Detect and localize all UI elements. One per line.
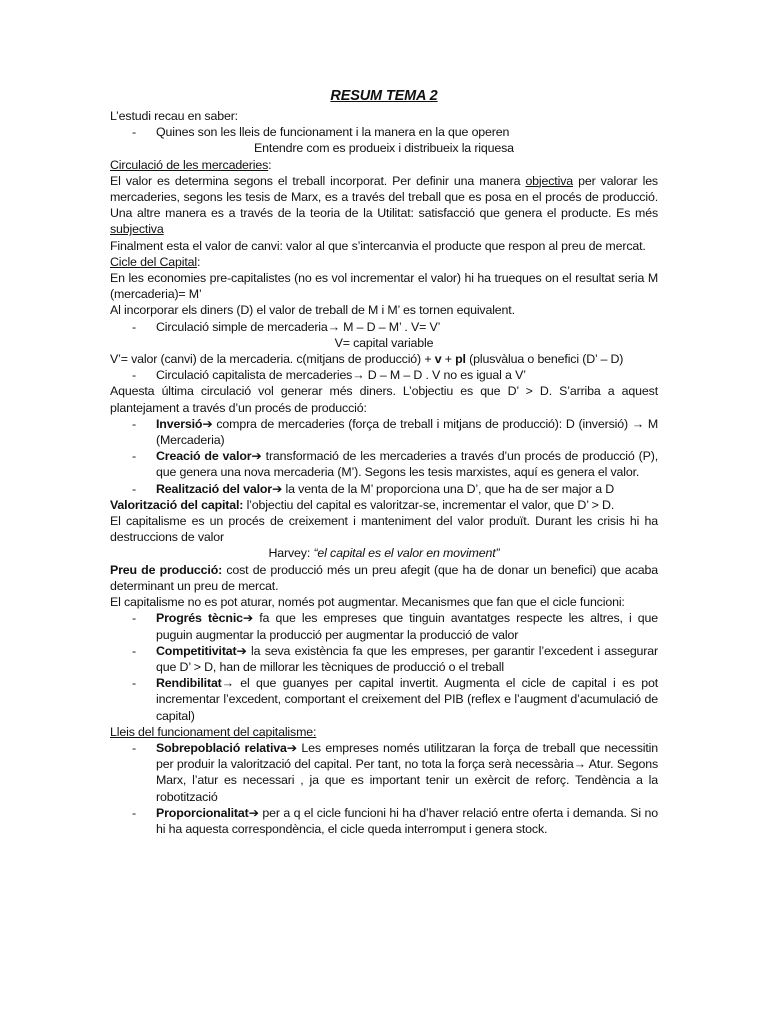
list-item xyxy=(110,481,658,497)
list-dash: - xyxy=(132,676,136,691)
quote-author: Harvey: xyxy=(268,546,314,561)
list-item xyxy=(110,643,658,675)
list-item xyxy=(110,416,658,448)
paragraph-text: V’= valor (canvi) de la mercaderia. c(mitjans de producció) + xyxy=(110,352,435,367)
list-dash: - xyxy=(132,611,136,626)
bold-term: Realització del valor➔ xyxy=(156,481,283,496)
section-heading xyxy=(110,254,658,270)
paragraph: El capitalisme no es pot aturar, només pot augmentar. Mecanismes que fan que el cicle funcioni: xyxy=(110,595,625,610)
bold-term: v xyxy=(434,352,442,367)
bold-term: Valorització del capital: xyxy=(110,497,244,512)
paragraph-text: (plusvàlua o benefici (D’ – D) xyxy=(465,352,624,367)
paragraph: Finalment esta el valor de canvi: valor al que s’intercanvia el producte que respon al preu de mercat. xyxy=(110,238,646,253)
page-title: RESUM TEMA 2 xyxy=(330,88,438,104)
list-item-text: Circulació simple de mercaderia→ M – D – M’ . V= V’ xyxy=(156,319,441,334)
bold-term: Rendibilitat→ xyxy=(156,676,234,691)
list-dash: - xyxy=(132,125,136,140)
list-dash: - xyxy=(132,481,136,496)
bold-term: Creació de valor➔ xyxy=(156,449,262,464)
list-item-text: per a q el cicle funcioni hi ha d’haver relació entre oferta i demanda. Si no hi ha aquesta correspondència, el cicle queda interromput i genera stock. xyxy=(156,805,658,836)
underlined-term: objectiva xyxy=(525,173,573,188)
list-dash: - xyxy=(132,740,136,755)
bold-term: Progrés tècnic➔ xyxy=(156,611,254,626)
paragraph: Al incorporar els diners (D) el valor de treball de M i M’ es tornen equivalent. xyxy=(110,303,515,318)
list-item-text: compra de mercaderies (força de treball i mitjans de producció): D (inversió) → M (Mercaderia) xyxy=(156,416,658,448)
paragraph-text: cost de producció més un preu afegit (que ha de donar un benefici) que acaba determinant un preu de mercat. xyxy=(110,562,658,593)
quote-text: “el capital es el valor en moviment” xyxy=(313,546,500,561)
section-heading-text: Lleis del funcionament del capitalisme: xyxy=(110,724,317,739)
list-dash: - xyxy=(132,368,136,383)
list-item-text: transformació de les mercaderies a través d’un procés de producció (P), que genera una nova mercaderia (M’). Segons les tesis marxistes, aquí es genera el valor. xyxy=(156,449,658,480)
paragraph xyxy=(110,497,658,513)
paragraph xyxy=(110,562,658,594)
paragraph: Aquesta última circulació vol generar més diners. L’objectiu es que D’ > D. S’arriba a aquest plantejament a través d’un procés de producció: xyxy=(110,384,658,415)
list-item xyxy=(110,675,658,724)
list-dash: - xyxy=(132,449,136,464)
section-heading xyxy=(110,157,658,173)
list-item-continuation: Entendre com es produeix i distribueix la riquesa xyxy=(254,141,514,156)
list-item xyxy=(110,124,658,140)
list-item-continuation: V= capital variable xyxy=(334,335,434,350)
bold-term: Sobrepoblació relativa➔ xyxy=(156,740,297,755)
quote xyxy=(110,545,658,561)
section-heading xyxy=(110,724,658,740)
list-item-text: el que guanyes per capital invertit. Augmenta el cicle de capital i es pot incrementar l’excedent, comportant el creixement del PIB (reflex e l’augment d’acumulació de capital) xyxy=(156,676,658,723)
list-item-text: fa que les empreses que tinguin avantatges respecte les altres, i que puguin augmentar la producció per augmentar la producció de valor xyxy=(156,611,658,642)
bold-term: Preu de producció: xyxy=(110,562,223,577)
list-item xyxy=(110,740,658,805)
paragraph: El capitalisme es un procés de creixement i manteniment del valor produït. Durant les crisis hi ha destruccions de valor xyxy=(110,514,658,545)
list-dash: - xyxy=(132,805,136,820)
paragraph xyxy=(110,173,658,238)
section-heading-text: Circulació de les mercaderies xyxy=(110,157,269,172)
paragraph-text: per valorar les mercaderies, segons les tesis de Marx, es a través del treball que es posa en el procés de producció. Una altre manera es a través de la teoria de la Utilitat: satisfacció que genera el producte. Es més xyxy=(110,173,658,221)
list-item xyxy=(110,448,658,480)
heading-colon: : xyxy=(268,157,272,172)
bold-term: Competitivitat➔ xyxy=(156,643,247,658)
section-heading-text: Cicle del Capital xyxy=(110,254,197,269)
paragraph: En les economies pre-capitalistes (no es vol incrementar el valor) hi ha trueques on el resultat seria M (mercaderia)= M’ xyxy=(110,271,658,302)
list-item-text: la venta de la M’ proporciona una D’, que ha de ser major a D xyxy=(282,481,615,496)
paragraph-text: l’objectiu del capital es valoritzar-se, incrementar el valor, que D’ > D. xyxy=(243,497,615,512)
underlined-term: subjectiva xyxy=(110,222,164,237)
list-dash: - xyxy=(132,643,136,658)
bold-term: Proporcionalitat➔ xyxy=(156,805,259,820)
paragraph-text: + xyxy=(441,352,456,367)
paragraph-text: El valor es determina segons el treball incorporat. Per definir una manera xyxy=(110,173,526,188)
heading-colon: : xyxy=(196,254,201,269)
list-item xyxy=(110,805,658,837)
paragraph xyxy=(110,351,658,367)
list-dash: - xyxy=(132,416,136,431)
list-dash: - xyxy=(132,319,136,334)
list-item-text: Les empreses només utilitzaran la força de treball que necessitin per produir la valorització del capital. Per tant, no tota la força serà necessària→ Atur. Segons Marx, l’atur es necessari , ja que es important tenir un exèrcit de reforç. Tendència a la robotització xyxy=(156,740,658,804)
list-item xyxy=(110,610,658,642)
list-item-text: Circulació capitalista de mercaderies→ D – M – D . V no es igual a V’ xyxy=(156,368,526,383)
list-item xyxy=(110,367,658,383)
list-item-text: la seva existència fa que les empreses, per garantir l’excedent i assegurar que D’ > D, han de millorar les tècniques de producció o el treball xyxy=(156,643,658,674)
list-item xyxy=(110,319,658,335)
bold-term: Inversió➔ xyxy=(156,416,213,431)
bold-term: pl xyxy=(455,352,466,367)
intro-text: L’estudi recau en saber: xyxy=(110,109,238,123)
list-item-text: Quines son les lleis de funcionament i la manera en la que operen xyxy=(156,125,510,140)
